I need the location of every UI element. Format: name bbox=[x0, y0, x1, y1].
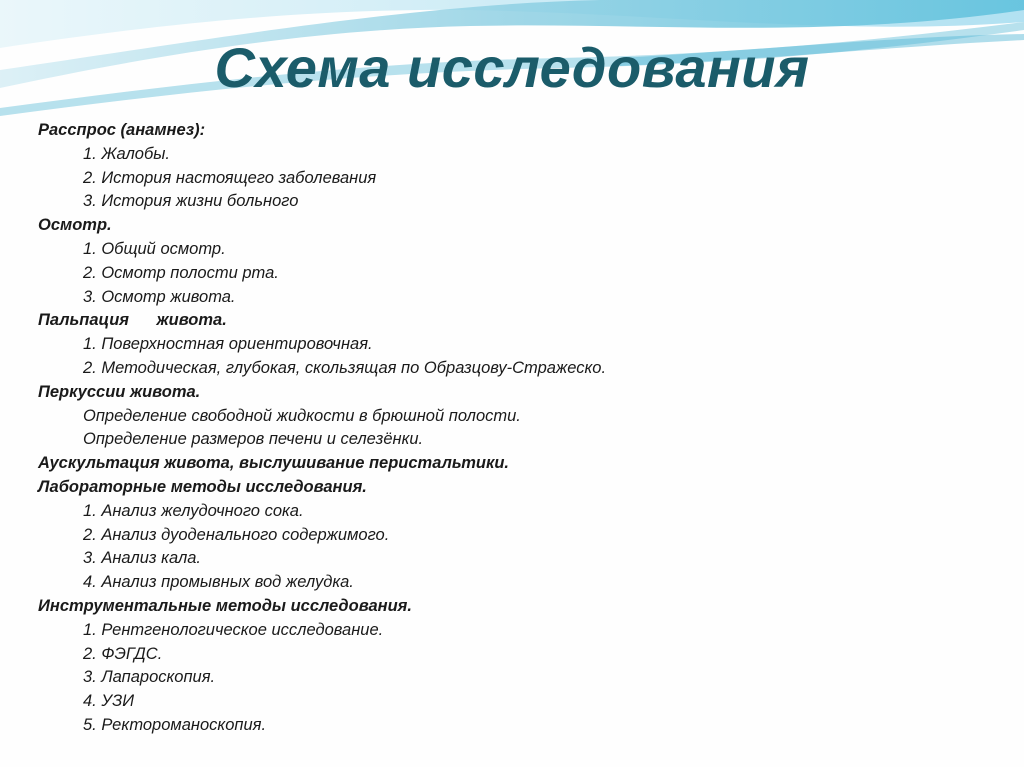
section-heading: Инструментальные методы исследования. bbox=[38, 596, 412, 615]
section-heading: Лабораторные методы исследования. bbox=[38, 477, 367, 496]
list-item: 3. История жизни больного bbox=[83, 192, 299, 211]
section-heading: Пальпация живота. bbox=[38, 311, 227, 330]
list-item: 1. Общий осмотр. bbox=[83, 239, 226, 258]
page-title: Схема исследования bbox=[214, 36, 810, 99]
list-item: 1. Рентгенологическое исследование. bbox=[83, 620, 384, 639]
list-item: 4. УЗИ bbox=[83, 692, 135, 711]
section-heading: Осмотр. bbox=[38, 216, 112, 235]
list-item: 1. Поверхностная ориентировочная. bbox=[83, 335, 373, 354]
examination-outline bbox=[38, 119, 998, 738]
section-heading: Перкуссии живота. bbox=[38, 382, 201, 401]
list-item: 3. Анализ кала. bbox=[83, 549, 202, 568]
list-item: 2. Анализ дуоденального содержимого. bbox=[83, 525, 390, 544]
list-item: 1. Жалобы. bbox=[83, 144, 170, 163]
list-item: 2. История настоящего заболевания bbox=[83, 168, 377, 187]
list-item: 5. Ректороманоскопия. bbox=[83, 715, 267, 734]
list-item: Определение свободной жидкости в брюшной полости. bbox=[83, 406, 521, 425]
list-item: 1. Анализ желудочного сока. bbox=[83, 501, 304, 520]
list-item: 3. Лапароскопия. bbox=[83, 668, 216, 687]
list-item: 2. Методическая, глубокая, скользящая по Образцову-Стражеско. bbox=[83, 358, 607, 377]
list-item: 2. Осмотр полости рта. bbox=[83, 263, 279, 282]
list-item: Определение размеров печени и селезёнки. bbox=[83, 430, 424, 449]
section-heading: Расспрос (анамнез): bbox=[38, 121, 206, 139]
list-item: 2. ФЭГДС. bbox=[83, 644, 163, 663]
list-item: 4. Анализ промывных вод желудка. bbox=[83, 573, 354, 592]
list-item: 3. Осмотр живота. bbox=[83, 287, 236, 306]
section-heading: Аускультация живота, выслушивание перистальтики. bbox=[38, 454, 510, 473]
